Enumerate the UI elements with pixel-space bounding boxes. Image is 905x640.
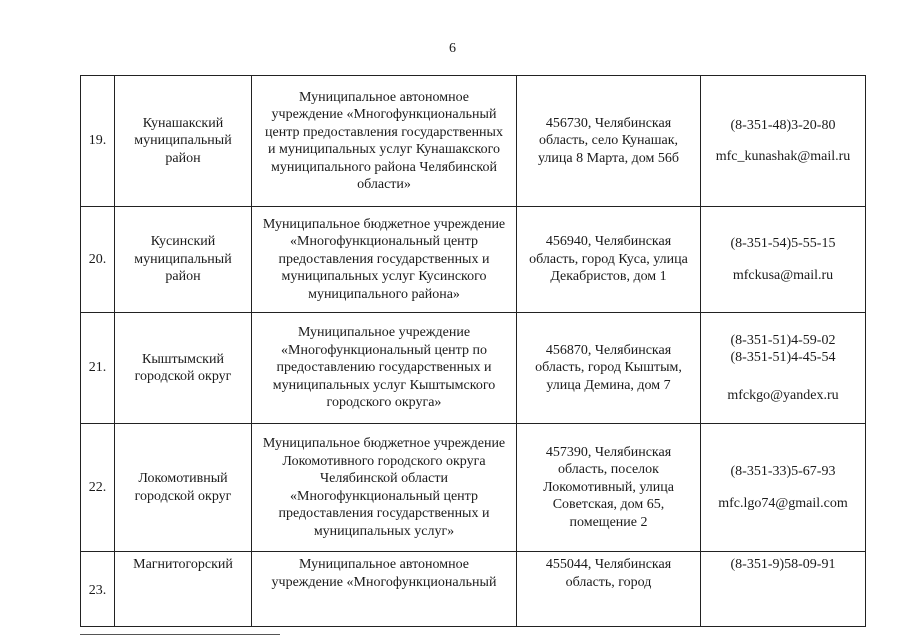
municipality-cell <box>115 424 252 552</box>
institution-line: Челябинской области <box>320 471 448 486</box>
municipality-name-line: Кусинский <box>150 234 216 250</box>
municipality-name-line: муниципальный <box>134 251 232 267</box>
institution-line: «Многофункциональный центр <box>290 234 478 250</box>
address-line: 456940, Челябинская <box>545 234 672 250</box>
email-link[interactable]: mfckusa@mail.ru <box>732 267 834 283</box>
institution-line: Муниципальное бюджетное учреждение <box>262 216 506 232</box>
institution-line: Локомотивного городского округа <box>282 453 486 469</box>
row-number: 20. <box>81 207 115 313</box>
contacts-cell <box>701 313 866 424</box>
municipality-name-line: Локомотивный <box>138 471 228 486</box>
table-row <box>81 424 866 552</box>
phone-number: (8-351-33)5-67-93 <box>730 464 836 479</box>
table-row <box>81 313 866 424</box>
institution-line: «Многофункциональный центр <box>290 488 478 504</box>
address-cell <box>517 424 701 552</box>
spacer <box>705 481 861 495</box>
municipality-name-line: Магнитогорский <box>133 557 233 572</box>
municipality-cell <box>115 207 252 313</box>
phone-number: (8-351-9)58-09-91 <box>730 557 836 572</box>
institution-cell <box>252 207 517 313</box>
address-cell <box>517 313 701 424</box>
municipality-name-line: муниципальный <box>134 133 232 149</box>
institution-line: предоставлению государственных и <box>276 360 492 376</box>
email-link[interactable]: mfckgo@yandex.ru <box>727 387 839 403</box>
address-line: область, поселок <box>558 462 659 478</box>
institution-line: и муниципальных услуг Кунашакского <box>268 142 500 157</box>
institution-line: области» <box>357 177 411 192</box>
mfc-registry-table <box>80 75 866 627</box>
email-link[interactable]: mfc.lgo74@gmail.com <box>718 495 848 511</box>
address-line: 456870, Челябинская <box>545 342 672 358</box>
table-row <box>81 76 866 207</box>
municipality-name-line: Кунашакский <box>142 115 224 131</box>
address-line: область, город Кыштым, <box>535 360 682 376</box>
institution-line: предоставления государственных и <box>278 506 490 521</box>
institution-line: городского округа» <box>326 395 442 411</box>
contacts-cell <box>701 424 866 552</box>
row-number: 22. <box>81 424 115 552</box>
institution-line: Муниципальное учреждение <box>297 325 471 341</box>
phone-number: (8-351-51)4-45-54 <box>730 350 836 366</box>
address-cell <box>517 207 701 313</box>
address-line: 457390, Челябинская <box>545 444 672 460</box>
institution-line: муниципальных услуг Кыштымского <box>272 377 496 393</box>
institution-line: муниципального района» <box>308 286 460 302</box>
address-line: улица Демина, дом 7 <box>546 377 671 393</box>
contacts-cell <box>701 76 866 207</box>
municipality-name-line: Кыштымский <box>142 351 224 367</box>
municipality-name-line: городской округ <box>134 488 232 504</box>
municipality-cell <box>115 76 252 207</box>
row-number: 19. <box>81 76 115 207</box>
address-line: 456730, Челябинская <box>545 115 672 131</box>
address-cell <box>517 552 701 627</box>
contacts-cell <box>701 552 866 627</box>
municipality-name-line: городской округ <box>134 369 232 384</box>
phone-number: (8-351-54)5-55-15 <box>730 236 836 251</box>
institution-cell <box>252 552 517 627</box>
institution-line: учреждение «Многофункциональный <box>271 107 497 122</box>
municipality-cell <box>115 313 252 424</box>
institution-line: учреждение «Многофункциональный <box>271 574 497 590</box>
address-line: улица 8 Марта, дом 56б <box>538 150 679 166</box>
institution-line: предоставления государственных и <box>278 251 490 267</box>
phone-number: (8-351-48)3-20-80 <box>730 117 836 133</box>
spacer <box>705 134 861 148</box>
institution-line: муниципальных услуг» <box>313 523 455 539</box>
contacts-cell <box>701 207 866 313</box>
institution-cell <box>252 313 517 424</box>
phone-number: (8-351-51)4-59-02 <box>730 332 836 348</box>
institution-cell <box>252 76 517 207</box>
row-number: 23. <box>81 552 115 627</box>
address-line: Локомотивный, улица <box>543 479 674 495</box>
address-line: область, город <box>565 574 652 590</box>
institution-line: муниципального района Челябинской <box>271 159 497 175</box>
page-number: 6 <box>449 41 456 56</box>
institution-line: Муниципальное бюджетное учреждение <box>262 436 506 451</box>
institution-line: «Многофункциональный центр по <box>281 342 487 358</box>
email-link[interactable]: mfc_kunashak@mail.ru <box>715 149 851 164</box>
municipality-name-line: район <box>165 150 201 166</box>
municipality-cell <box>115 552 252 627</box>
institution-line: Муниципальное автономное <box>298 89 470 105</box>
address-line: Декабристов, дом 1 <box>550 269 667 285</box>
address-line: Советская, дом 65, <box>552 497 665 513</box>
address-cell <box>517 76 701 207</box>
municipality-name-line: район <box>165 269 201 285</box>
address-line: область, село Кунашак, <box>538 133 679 149</box>
institution-line: муниципальных услуг Кусинского <box>281 269 487 285</box>
address-line: помещение 2 <box>569 514 648 530</box>
footnote-divider <box>80 634 280 635</box>
address-line: 455044, Челябинская <box>545 557 672 572</box>
spacer <box>705 367 861 387</box>
spacer <box>705 253 861 267</box>
institution-line: центр предоставления государственных <box>265 124 503 140</box>
address-line: область, город Куса, улица <box>529 251 688 267</box>
institution-line: Муниципальное автономное <box>298 557 470 572</box>
institution-cell <box>252 424 517 552</box>
table-row <box>81 207 866 313</box>
table-row <box>81 552 866 627</box>
row-number: 21. <box>81 313 115 424</box>
